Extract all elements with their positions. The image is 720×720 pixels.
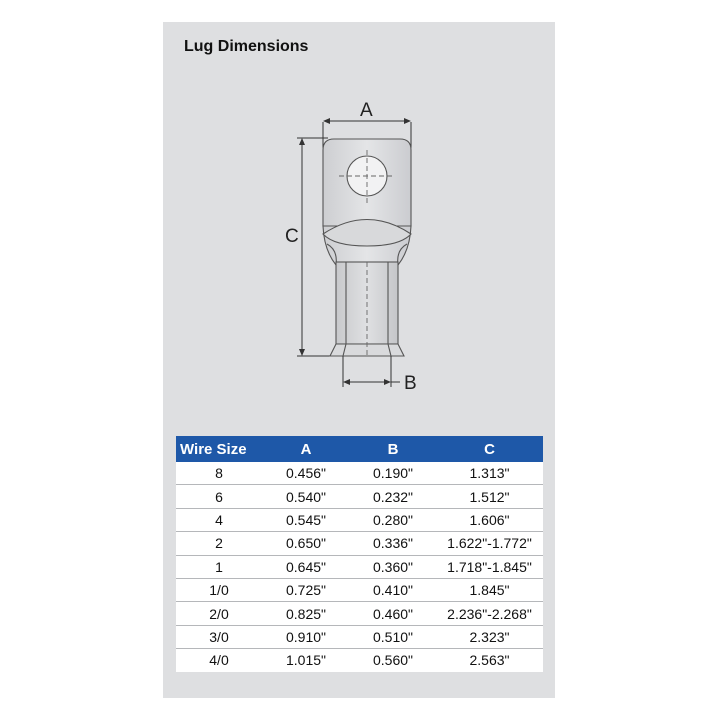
cell-c: 2.323" [436, 625, 543, 648]
table-header-row [176, 436, 543, 462]
cell-c: 1.845" [436, 578, 543, 601]
cell-b: 0.336" [350, 532, 436, 555]
cell-wire-size: 8 [176, 462, 262, 485]
cell-wire-size: 4/0 [176, 649, 262, 672]
cell-b: 0.190" [350, 462, 436, 485]
cell-c: 1.512" [436, 485, 543, 508]
cell-a: 0.545" [262, 508, 350, 531]
label-b: B [404, 373, 417, 394]
cell-b: 0.460" [350, 602, 436, 625]
label-c: C [285, 226, 299, 247]
header-wire-size: Wire Size [176, 436, 262, 462]
cell-a: 0.540" [262, 485, 350, 508]
cell-c: 2.236"-2.268" [436, 602, 543, 625]
header-c: C [436, 436, 543, 462]
cell-c: 1.718"-1.845" [436, 555, 543, 578]
table-row [176, 532, 543, 555]
cell-c: 1.606" [436, 508, 543, 531]
cell-a: 0.725" [262, 578, 350, 601]
header-b: B [350, 436, 436, 462]
cell-a: 0.910" [262, 625, 350, 648]
cell-wire-size: 3/0 [176, 625, 262, 648]
cell-b: 0.410" [350, 578, 436, 601]
table-row [176, 508, 543, 531]
table-row [176, 485, 543, 508]
table-row [176, 578, 543, 601]
cell-b: 0.560" [350, 649, 436, 672]
cell-wire-size: 4 [176, 508, 262, 531]
cell-wire-size: 2 [176, 532, 262, 555]
cell-wire-size: 1 [176, 555, 262, 578]
page-title: Lug Dimensions [184, 38, 309, 55]
cell-a: 0.456" [262, 462, 350, 485]
cell-wire-size: 6 [176, 485, 262, 508]
table-row [176, 649, 543, 672]
cell-b: 0.232" [350, 485, 436, 508]
dimension-b [343, 356, 400, 387]
cell-a: 0.650" [262, 532, 350, 555]
cell-c: 1.313" [436, 462, 543, 485]
cell-c: 2.563" [436, 649, 543, 672]
lug-dimensions-table [176, 436, 543, 672]
label-a: A [360, 100, 373, 121]
cell-b: 0.280" [350, 508, 436, 531]
cell-a: 0.645" [262, 555, 350, 578]
cell-wire-size: 2/0 [176, 602, 262, 625]
cell-c: 1.622"-1.772" [436, 532, 543, 555]
cell-a: 0.825" [262, 602, 350, 625]
table-row [176, 602, 543, 625]
table-row [176, 462, 543, 485]
table-row [176, 555, 543, 578]
header-a: A [262, 436, 350, 462]
cell-a: 1.015" [262, 649, 350, 672]
table-row [176, 625, 543, 648]
cell-wire-size: 1/0 [176, 578, 262, 601]
cell-b: 0.510" [350, 625, 436, 648]
cell-b: 0.360" [350, 555, 436, 578]
lug-body [323, 139, 411, 356]
